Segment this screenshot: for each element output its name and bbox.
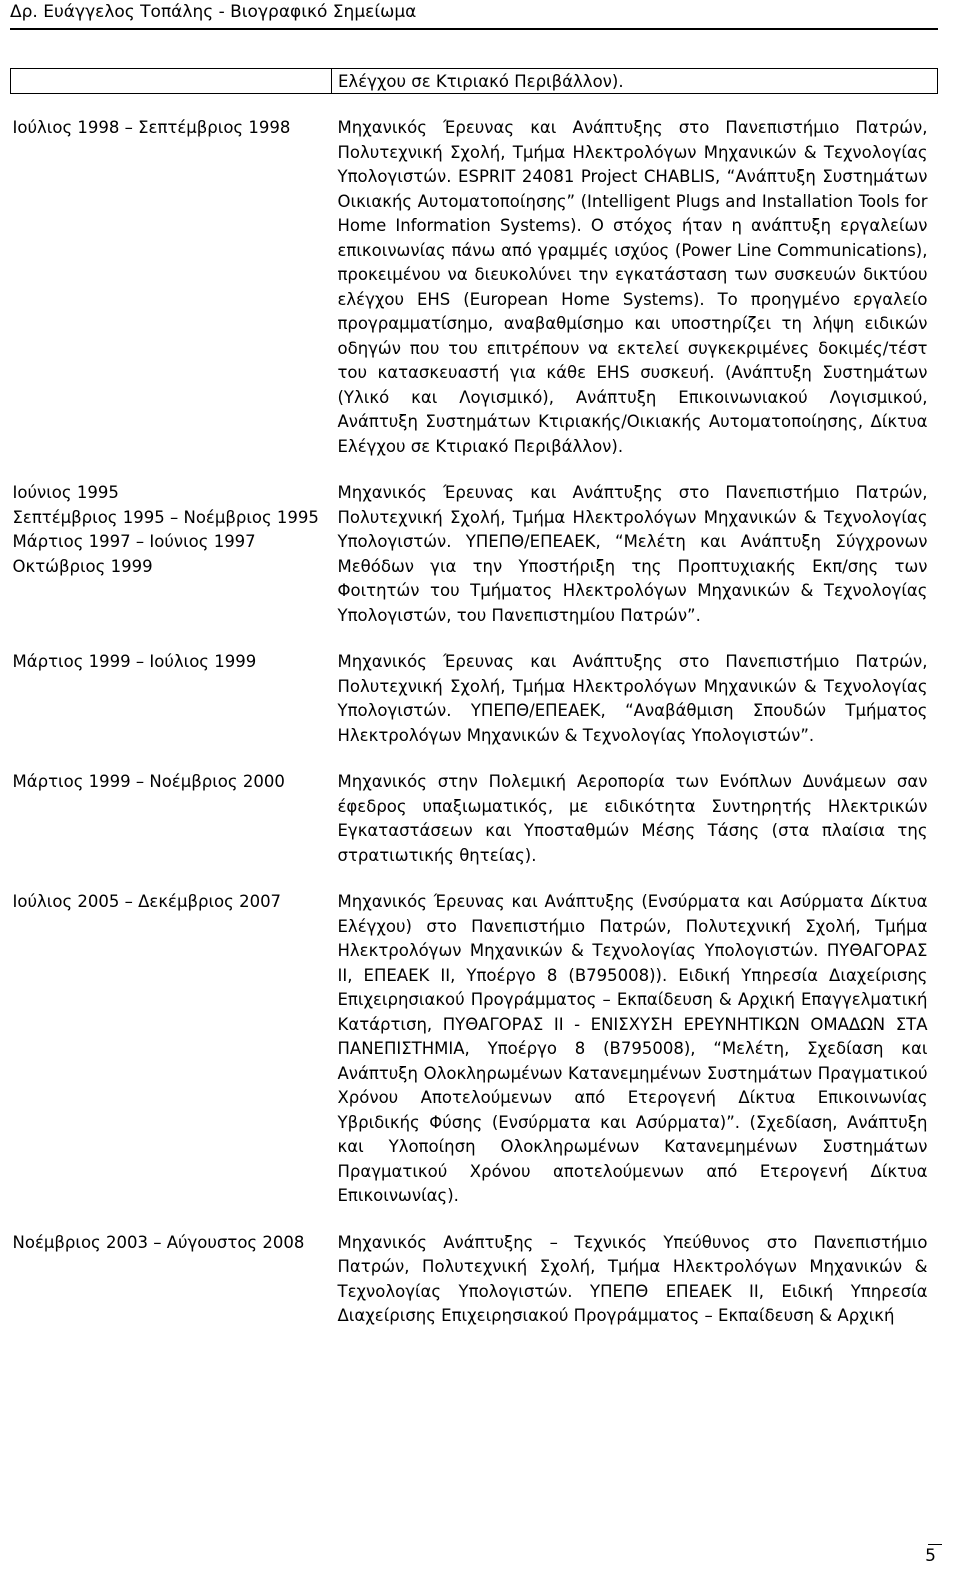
entry-description: Μηχανικός Έρευνας και Ανάπτυξης στο Πανεπιστήμιο Πατρών, Πολυτεχνική Σχολή, Τμήμα Ηλεκτρολόγων Μηχανικών & Τεχνολογίας Υπολογιστών. ESPRIT 24081 Project CHABLIS, “Ανάπτυξη Συστημάτων Οικιακής Αυτοματοποίησης” (Intelligent Plugs and Installation Tools for Home Information Systems). Ο στόχος ήταν η ανάπτυξη εργαλείων επικοινωνίας πάνω από γραμμές ισχύος (Power Line Communications), προκειμένου να διευκολύνει την εγκατάσταση των συσκευών δικτύου ελέγχου EHS (European Home Systems). Το προηγμένο εργαλείο προγραμματίσημο, αναβαθμίσημο και υποστηρίζει τη λήψη ειδικών οδηγών που του επιτρέπουν να εκτελεί συγκεκριμένες δοκιμές/τέστ του κατασκευαστή για κάθε EHS συσκευή. (Ανάπτυξη Συστημάτων (Υλικό και Λογισμικό), Ανάπτυξη Επικοινωνιακού Λογισμικού, Ανάπτυξη Συστημάτων Κτιριακής/Οικιακής Αυτοματοποίησης, Δίκτυα Ελέγχου σε Κτιριακό Περιβάλλον).: [337, 118, 928, 456]
entry-dates: [11, 116, 332, 459]
page-header: Δρ. Ευάγγελος Τοπάλης - Βιογραφικό Σημείωμα: [10, 2, 417, 22]
date-line: Μάρτιος 1999 – Ιούλιος 1999: [12, 652, 257, 671]
continuation-row: [11, 69, 938, 94]
entry-dates: [11, 890, 332, 1209]
entry-description: Μηχανικός Ανάπτυξης – Τεχνικός Υπεύθυνος στο Πανεπιστήμιο Πατρών, Πολυτεχνική Σχολή, Τμήμα Ηλεκτρολόγων Μηχανικών & Τεχνολογίας Υπολογιστών. ΥΠΕΠΘ ΕΠΕΑΕΚ ΙΙ, Ειδική Υπηρεσία Διαχείρισης Επιχειρησιακού Προγράμματος – Εκπαίδευση & Αρχική: [337, 1232, 928, 1325]
date-line: Μάρτιος 1999 – Νοέμβριος 2000: [12, 772, 285, 791]
entry-dates: [11, 481, 332, 628]
date-line: Οκτώβριος 1999: [12, 556, 153, 576]
entry-dates: [11, 770, 332, 868]
date-line: Ιούνιος 1995: [12, 483, 119, 502]
page-number: 5: [925, 1546, 936, 1566]
header-rule: [10, 28, 938, 30]
date-line: Νοέμβριος 2003 – Αύγουστος 2008: [12, 1232, 305, 1252]
table-row: [11, 116, 938, 459]
date-line: Μάρτιος 1997 – Ιούνιος 1997: [12, 532, 256, 551]
cv-table: [10, 68, 938, 1329]
entry-description: Μηχανικός Έρευνας και Ανάπτυξης (Ενσύρματα και Ασύρματα Δίκτυα Ελέγχου) στο Πανεπιστήμιο Πατρών, Πολυτεχνική Σχολή, Τμήμα Ηλεκτρολόγων Μηχανικών & Τεχνολογίας Υπολογιστών. ΠΥΘΑΓΟΡΑΣ ΙΙ, ΕΠΕΑΕΚ ΙΙ, Υποέργο 8 (Β795008)). Ειδική Υπηρεσία Διαχείρισης Επιχειρησιακού Προγράμματος – Εκπαίδευση & Αρχική Επαγγελματική Κατάρτιση, ΠΥΘΑΓΟΡΑΣ ΙΙ - ΕΝΙΣΧΥΣΗ ΕΡΕΥΝΗΤΙΚΩΝ ΟΜΑΔΩΝ ΣΤΑ ΠΑΝΕΠΙΣΤΗΜΙΑ, Υποέργο 8 (Β795008), “Μελέτη, Σχεδίαση και Ανάπτυξη Ολοκληρωμένων Κατανεμημένων Συστημάτων Πραγματικού Χρόνου Αποτελούμενων από Ετερογενή Δίκτυα Επικοινωνίας Υβριδικής Φύσης (Ενσύρματα και Ασύρματα)”. (Σχεδίαση, Ανάπτυξη και Υλοποίηση Ολοκληρωμένων Κατανεμημένων Συστημάτων Πραγματικού Χρόνου αποτελούμενων από Ετερογενή Δίκτυα Επικοινωνίας).: [337, 892, 928, 1205]
page-number-rule: [928, 1544, 942, 1545]
empty-date-cell: [11, 69, 332, 94]
entry-dates: [11, 650, 332, 748]
entry-description: Μηχανικός Έρευνας και Ανάπτυξης στο Πανεπιστήμιο Πατρών, Πολυτεχνική Σχολή, Τμήμα Ηλεκτρολόγων Μηχανικών & Τεχνολογίας Υπολογιστών. ΥΠΕΠΘ/ΕΠΕΑΕΚ, “Αναβάθμιση Σπουδών Τμήματος Ηλεκτρολόγων Μηχανικών & Τεχνολογίας Υπολογιστών”.: [337, 652, 928, 745]
table-row: [11, 650, 938, 748]
table-row: [11, 770, 938, 868]
entry-dates: [11, 1231, 332, 1329]
table-row: [11, 890, 938, 1209]
date-line: Ιούλιος 1998 – Σεπτέμβριος 1998: [12, 118, 291, 137]
table-row: [11, 481, 938, 628]
entry-description: Μηχανικός Έρευνας και Ανάπτυξης στο Πανεπιστήμιο Πατρών, Πολυτεχνική Σχολή, Τμήμα Ηλεκτρολόγων Μηχανικών & Τεχνολογίας Υπολογιστών. ΥΠΕΠΘ/ΕΠΕΑΕΚ, “Μελέτη και Ανάπτυξη Σύγχρονων Μεθόδων για την Υποστήριξη της Προπτυχιακής Εκπ/σης των Φοιτητών του Τμήματος Ηλεκτρολόγων Μηχανικών & Τεχνολογίας Υπολογιστών, του Πανεπιστημίου Πατρών”.: [337, 483, 928, 625]
entry-description: Μηχανικός στην Πολεμική Αεροπορία των Ενόπλων Δυνάμεων σαν έφεδρος υπαξιωματικός, με ειδικότητα Συντηρητής Ηλεκτρικών Εγκαταστάσεων και Υποσταθμών Μέσης Τάσης (στα πλαίσια της στρατιωτικής θητείας).: [337, 772, 928, 865]
table-row: [11, 1231, 938, 1329]
date-line: Σεπτέμβριος 1995 – Νοέμβριος 1995: [12, 507, 319, 527]
date-line: Ιούλιος 2005 – Δεκέμβριος 2007: [12, 892, 282, 911]
continuation-text: Ελέγχου σε Κτιριακό Περιβάλλον).: [332, 69, 938, 94]
